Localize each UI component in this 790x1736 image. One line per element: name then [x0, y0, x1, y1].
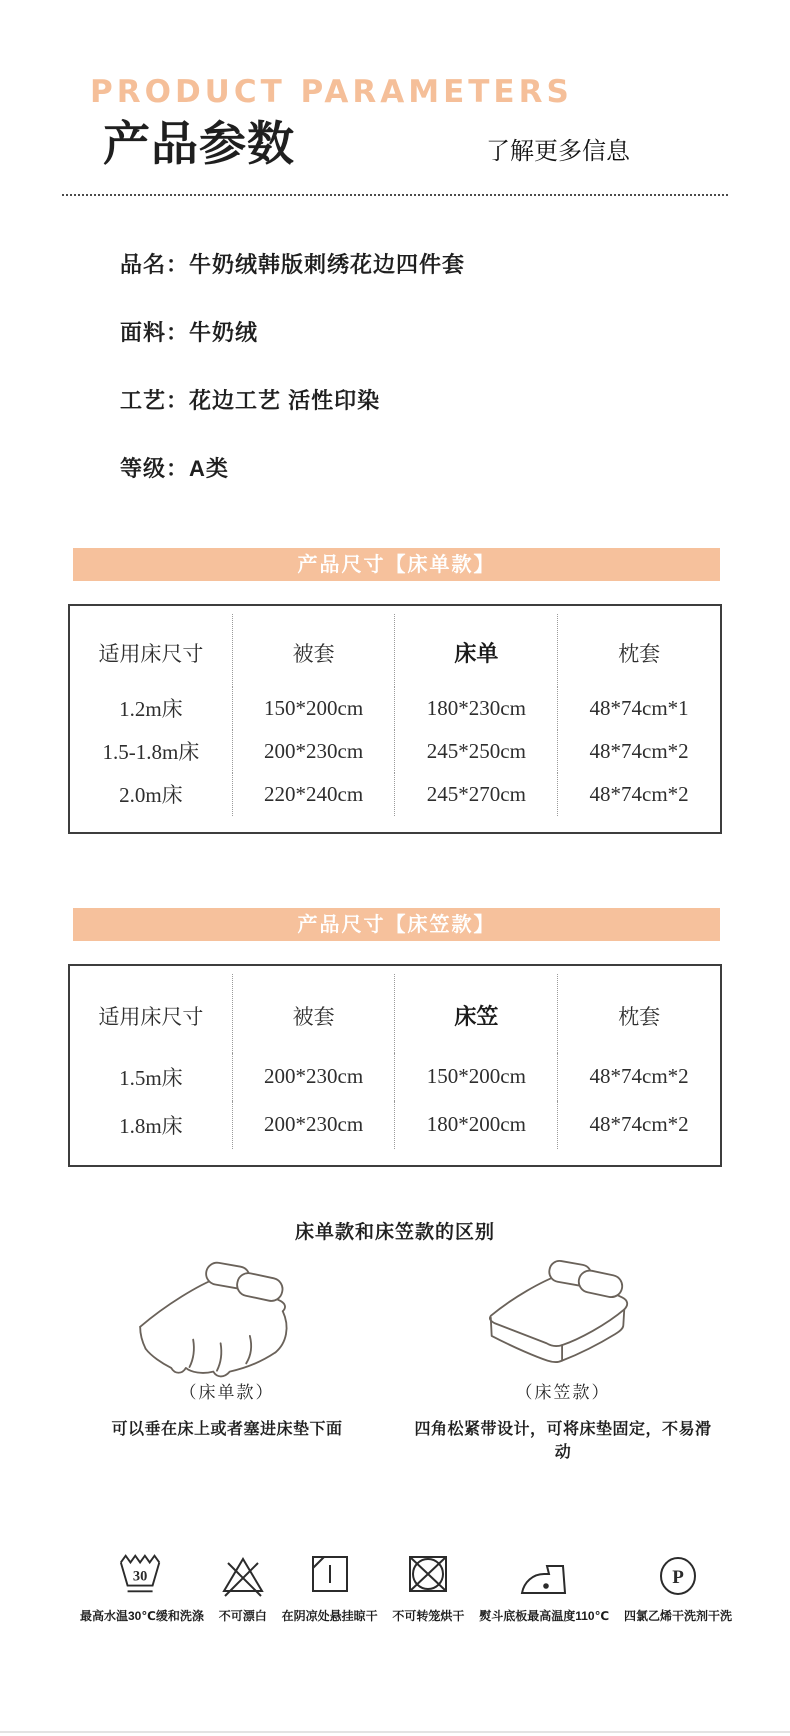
table-header-row [70, 974, 720, 1053]
col-header: 适用床尺寸 [98, 1004, 204, 1029]
detail-label: 等级： [120, 455, 190, 481]
col-header: 床单 [395, 614, 558, 687]
detail-row-fabric [120, 316, 790, 347]
cell: 245*270cm [395, 773, 558, 816]
iron-low-temp-icon [519, 1550, 569, 1598]
col-header: 枕套 [558, 614, 720, 687]
no-bleach-icon [219, 1550, 267, 1598]
care-item-hang-dry [282, 1550, 378, 1624]
care-label: 最高水温30℃缓和洗涤 [80, 1608, 204, 1623]
care-label: 不可转笼烘干 [392, 1608, 465, 1623]
detail-label: 品名： [120, 251, 190, 277]
care-label: 在阴凉处悬挂晾干 [281, 1608, 378, 1623]
svg-text:P: P [672, 1566, 684, 1588]
eyebrow-title: PRODUCT PARAMETERS [90, 74, 573, 110]
figure-caption: （床单款） [179, 1382, 275, 1402]
cell: 1.5-1.8m床 [102, 740, 200, 765]
detail-row-grade [120, 452, 790, 483]
cell: 48*74cm*2 [558, 1053, 720, 1101]
figure-fitted-style [413, 1250, 713, 1462]
hang-dry-in-shade-icon [307, 1550, 353, 1598]
size-banner-sheet: 产品尺寸【床单款】 [73, 548, 720, 581]
detail-value: A类 [189, 455, 229, 481]
table-header-row [70, 614, 720, 687]
cell: 1.8m床 [119, 1113, 183, 1138]
more-info-text: 了解更多信息 [486, 137, 630, 165]
page-title: 产品参数 [103, 117, 295, 170]
header [0, 0, 790, 196]
cell: 180*230cm [395, 687, 558, 730]
care-item-no-bleach [219, 1550, 267, 1624]
col-header: 枕套 [558, 974, 720, 1053]
cell: 150*200cm [232, 687, 395, 730]
cell: 1.5m床 [119, 1065, 183, 1090]
cell: 48*74cm*2 [558, 1101, 720, 1149]
col-header: 床笠 [395, 974, 558, 1053]
detail-row-craft [120, 384, 790, 415]
table-row [70, 687, 720, 730]
care-item-wash [80, 1550, 204, 1624]
detail-value: 牛奶绒 [189, 319, 259, 345]
detail-value: 牛奶绒韩版刺绣花边四件套 [189, 251, 466, 277]
col-header: 被套 [232, 614, 395, 687]
size-banner-fitted: 产品尺寸【床笠款】 [73, 908, 720, 941]
table-row [70, 1101, 720, 1149]
cell: 150*200cm [395, 1053, 558, 1101]
svg-text:30: 30 [132, 1568, 148, 1585]
cell: 200*230cm [232, 1101, 395, 1149]
table-row [70, 773, 720, 816]
comparison-figures [0, 1250, 790, 1462]
care-label: 不可漂白 [218, 1608, 267, 1623]
cell: 2.0m床 [119, 783, 183, 808]
bed-sheet-illustration-icon [108, 1250, 346, 1378]
figure-caption: （床笠款） [515, 1382, 611, 1402]
product-details [120, 248, 790, 483]
care-label: 四氯乙烯干洗剂干洗 [623, 1608, 732, 1623]
cell: 245*250cm [395, 730, 558, 773]
care-item-iron [479, 1550, 609, 1624]
cell: 200*230cm [232, 1053, 395, 1101]
bed-fitted-illustration-icon [444, 1250, 682, 1378]
comparison-title: 床单款和床笠款的区别 [294, 1221, 495, 1243]
dotted-divider [62, 194, 728, 196]
table-row [70, 730, 720, 773]
figure-sheet-style [77, 1250, 377, 1462]
cell: 48*74cm*2 [558, 730, 720, 773]
cell: 200*230cm [232, 730, 395, 773]
col-header: 适用床尺寸 [98, 641, 204, 666]
cell: 220*240cm [232, 773, 395, 816]
bottom-divider [0, 1731, 790, 1733]
care-item-dry-clean [624, 1550, 732, 1624]
table-row [70, 1053, 720, 1101]
care-label: 熨斗底板最高温度110℃ [479, 1608, 610, 1623]
figure-description: 四角松紧带设计，可将床垫固定，不易滑动 [414, 1420, 712, 1461]
size-table-fitted [68, 964, 722, 1167]
detail-label: 工艺： [120, 387, 190, 413]
care-item-no-tumble [392, 1550, 464, 1624]
detail-label: 面料： [120, 319, 190, 345]
figure-description: 可以垂在床上或者塞进床垫下面 [111, 1420, 343, 1438]
detail-row-name [120, 248, 790, 279]
col-header: 被套 [232, 974, 395, 1053]
cell: 180*200cm [395, 1101, 558, 1149]
wash-max-30-icon [117, 1550, 167, 1598]
cell: 48*74cm*2 [558, 773, 720, 816]
no-tumble-dry-icon [405, 1550, 451, 1598]
size-table-sheet [68, 604, 722, 834]
cell: 1.2m床 [119, 697, 183, 722]
cell: 48*74cm*1 [558, 687, 720, 730]
dry-clean-p-icon [657, 1550, 699, 1598]
detail-value: 花边工艺 活性印染 [189, 387, 381, 413]
care-instructions [80, 1550, 732, 1624]
